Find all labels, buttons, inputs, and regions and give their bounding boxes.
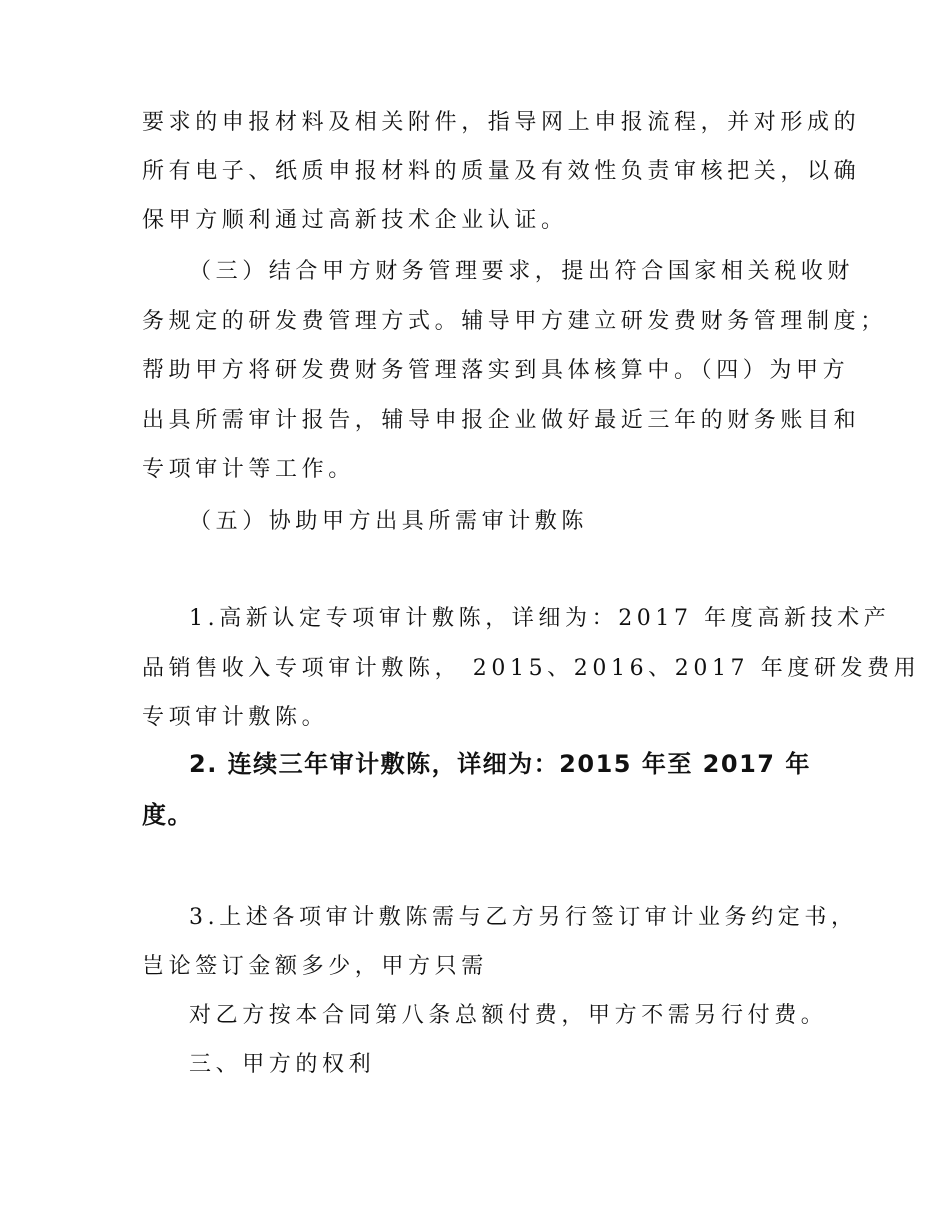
paragraph-line: 要求的申报材料及相关附件，指导网上申报流程，并对形成的 [142,110,861,135]
paragraph-line: 专项审计敷陈。 [142,705,329,730]
section-heading: （五）协助甲方出具所需审计敷陈 [189,509,589,534]
paragraph-line: （三）结合甲方财务管理要求，提出符合国家相关税收财 [189,259,855,284]
paragraph-line: 1.高新认定专项审计敷陈，详细为：2017 年度高新技术产 [189,606,891,631]
paragraph-line: 品销售收入专项审计敷陈， 2015、2016、2017 年度研发费用 [142,656,921,681]
section-heading: 三、甲方的权利 [189,1052,376,1077]
paragraph-line: 3.上述各项审计敷陈需与乙方另行签订审计业务约定书， [189,905,858,930]
paragraph-line: 所有电子、纸质申报材料的质量及有效性负责审核把关，以确 [142,159,861,184]
bold-paragraph-line: 2. 连续三年审计敷陈，详细为：2015 年至 2017 年 [189,750,811,778]
paragraph-line: 保甲方顺利通过高新技术企业认证。 [142,208,568,233]
paragraph-line: 帮助甲方将研发费财务管理落实到具体核算中。（四）为甲方 [142,358,850,383]
paragraph-line: 对乙方按本合同第八条总额付费，甲方不需另行付费。 [189,1003,828,1028]
paragraph-line: 出具所需审计报告，辅导申报企业做好最近三年的财务账目和 [142,408,861,433]
bold-paragraph-line: 度。 [142,801,193,829]
paragraph-line: 务规定的研发费管理方式。辅导甲方建立研发费财务管理制度； [142,309,887,334]
paragraph-line: 专项审计等工作。 [142,457,355,482]
paragraph-line: 岂论签订金额多少，甲方只需 [142,954,488,979]
